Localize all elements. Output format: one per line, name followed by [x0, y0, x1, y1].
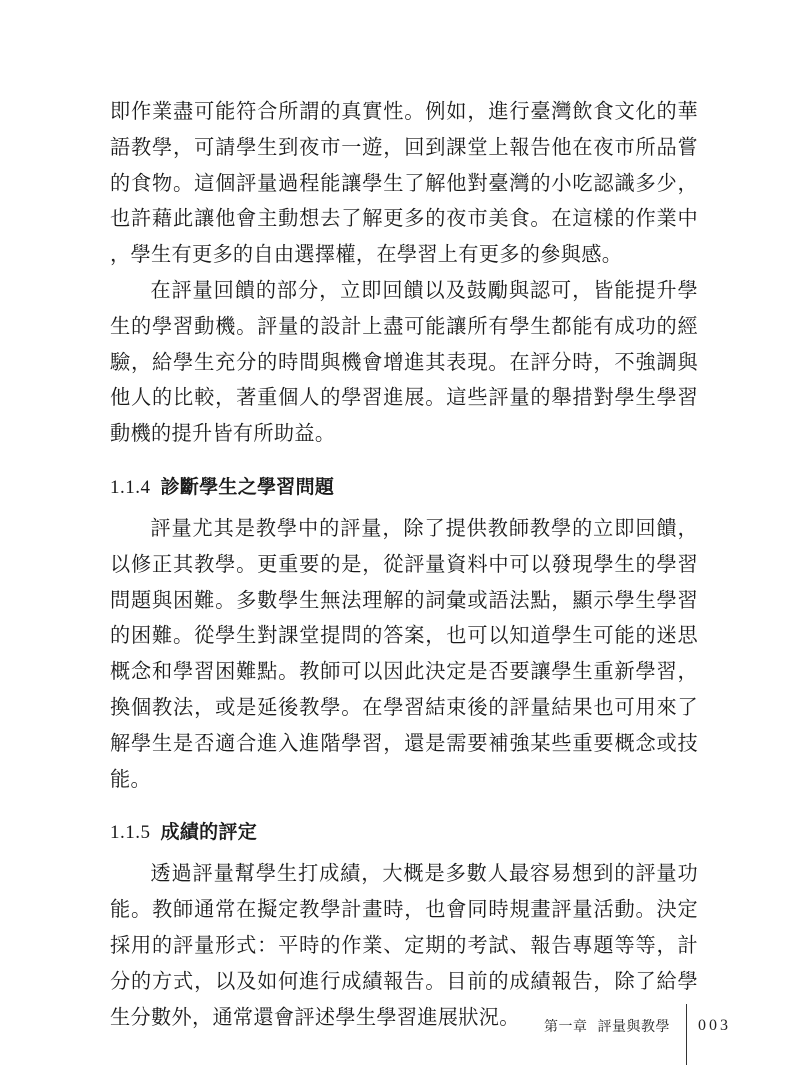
- chapter-label: 第一章: [544, 1019, 588, 1035]
- section-number: 1.1.4: [110, 476, 151, 498]
- page-number: 003: [698, 1017, 731, 1034]
- section-title: 成績的評定: [160, 821, 258, 844]
- page-body: [110, 94, 698, 1035]
- paragraph-feedback: 在評量回饋的部分，立即回饋以及鼓勵與認可，皆能提升學生的學習動機。評量的設計上盡可能讓所有學生都能有成功的經驗，給學生充分的時間與機會增進其表現。在評分時，不強調與他人的比較，著重個人的學習進展。這些評量的舉措對學生學習動機的提升皆有所助益。: [110, 277, 698, 446]
- section-heading-1-1-5: [110, 817, 698, 848]
- section-number: 1.1.5: [110, 822, 151, 844]
- running-footer: [540, 1017, 670, 1037]
- section-heading-1-1-4: [110, 472, 698, 503]
- footer-divider: [686, 1004, 687, 1065]
- section-title: 診斷學生之學習問題: [160, 475, 335, 498]
- paragraph-grading: 透過評量幫學生打成績，大概是多數人最容易想到的評量功能。教師通常在擬定教學計畫時，也會同時規畫評量活動。決定採用的評量形式：平時的作業、定期的考試、報告專題等等，計分的方式，以及如何進行成績報告。目前的成績報告，除了給學生分數外，通常還會評述學生學習進展狀況。: [110, 861, 698, 1029]
- paragraph-diagnosis: 評量尤其是教學中的評量，除了提供教師教學的立即回饋，以修正其教學。更重要的是，從評量資料中可以發現學生的學習問題與困難。多數學生無法理解的詞彙或語法點，顯示學生學習的困難。從學生對課堂提問的答案，也可以知道學生可能的迷思概念和學習困難點。教師可以因此決定是否要讓學生重新學習，換個教法，或是延後教學。在學習結束後的評量結果也可用來了解學生是否適合進入進階學習，還是需要補強某些重要概念或技能。: [110, 515, 698, 791]
- chapter-title: 評量與教學: [597, 1019, 670, 1035]
- paragraph-continued: 即作業盡可能符合所謂的真實性。例如，進行臺灣飲食文化的華語教學，可請學生到夜市一遊，回到課堂上報告他在夜市所品嘗的食物。這個評量過程能讓學生了解他對臺灣的小吃認識多少，也許藉此讓他會主動想去了解更多的夜市美食。在這樣的作業中，學生有更多的自由選擇權，在學習上有更多的參與感。: [110, 99, 698, 267]
